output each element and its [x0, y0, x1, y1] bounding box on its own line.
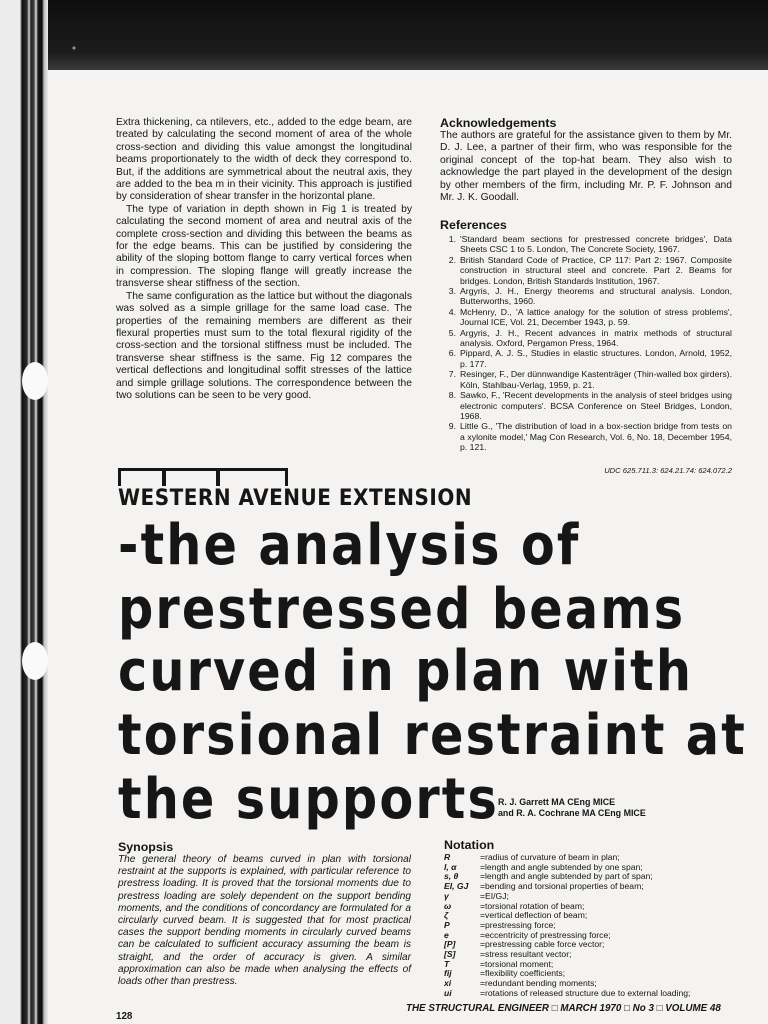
notation-row: ω =torsional rotation of beam; — [444, 900, 585, 911]
article-title-line: curved in plan with — [118, 638, 694, 705]
reference-item: 5. Argyris, J. H., Recent advances in matrix methods of structural analysis. Oxford, Pergamon Press, 1964. — [448, 327, 732, 349]
notation-table — [444, 853, 690, 999]
synopsis-section — [118, 840, 411, 988]
notation-row: ui =rotations of released structure due to external loading; — [444, 987, 691, 998]
authors — [498, 797, 646, 818]
references-section — [440, 218, 732, 453]
left-body-text — [116, 117, 412, 402]
reference-item: 2. British Standard Code of Practice, CP 117: Part 2: 1967. Composite construction in structural steel and concrete. Part 2. Beams for bridges. London, British Standards Institution, 1967. — [448, 254, 732, 286]
page-number: 128 — [116, 1011, 133, 1022]
acknowledgements-text: The authors are grateful for the assistance given to them by Mr. D. J. Lee, a partner of their firm, who was responsible for the original concept of the top-hat beam. They also wish to acknowledge the part played in the development of the design by other members of the firm, including Mr. P. F. Johnson and Mr. J. K. Goodall. — [440, 130, 732, 204]
acknowledgements-section — [440, 116, 732, 204]
notation-row: xi =redundant bending moments; — [444, 978, 597, 989]
reference-item: 7. Resinger, F., Der dünnwandige Kastenträger (Thin-walled box girders). Köln, Stahlbau-Verlag, 1959, p. 21. — [448, 369, 732, 390]
notation-row: l, α =length and angle subtended by one span; — [444, 861, 643, 872]
references-list — [440, 234, 732, 453]
udc-code: UDC 625.711.3: 624.21.74: 624.072.2 — [604, 466, 732, 475]
notation-row: T =torsional moment; — [444, 958, 554, 969]
notation-row: [S] =stress resultant vector; — [444, 949, 572, 960]
synopsis-text: The general theory of beams curved in plan with torsional restraint at the supports is explained, with particular reference to prestress loading. It is proved that the torsional moments due to prestress loading are solely dependent on the support bending moments, and the conditions of concordancy are formulated for a circularly curved beam. It is suggested that for most practical cases the support bending moments in circularly curved beams can be calculated to sufficient accuracy assuming the beam is straight, and the order of accuracy is given. A similar approximation can also be made when analysing the effects of loads other than prestress. — [118, 854, 411, 988]
reference-item: 8. Sawko, F., 'Recent developments in the analysis of steel bridges using electronic computers'. BCSA Conference on Steel Bridges, London, 1968. — [448, 390, 732, 421]
article-title-line: torsional restraint at — [118, 702, 747, 769]
body-paragraph: Extra thickening, ca ntilevers, etc., added to the edge beam, are treated by calculating the second moment of area of the whole cross-section and dividing this value amongst the longitudinal beams proportionately to the width of deck they correspond to. But, if the additions are symmetrical about the neutral axis, they are added to the bea m in their vicinity. This approach is justified by consideration of shear transfer in the horizontal plane. — [116, 117, 412, 203]
punch-hole — [22, 362, 48, 400]
punch-hole — [22, 642, 48, 680]
reference-item: 6. Pippard, A. J. S., Studies in elastic structures. London, Arnold, 1952, p. 177. — [448, 348, 732, 369]
reference-item: 1. 'Standard beam sections for prestressed concrete bridges', Data Sheets CSC 1 to 5. London, The Concrete Society, 1967. — [448, 234, 732, 255]
notation-row: e =eccentricity of prestressing force; — [444, 929, 611, 940]
notation-row: P =prestressing force; — [444, 919, 556, 930]
scan-top-band — [0, 0, 768, 70]
article-title-line: the supports — [118, 766, 499, 833]
body-paragraph: The same configuration as the lattice but without the diagonals was solved as a simple grillage for the same load case. The properties of the remaining members are different as their flexural properties must sum to the total flexural rigidity of the cross-section and the torsional stiffness must be included. The transverse shear stiffness is the same. Fig 12 compares the vertical deflections and longitudinal soffit stresses of the lattice and simple grillage solutions. The correspondence between the two solutions can be seen to be very good. — [116, 290, 412, 401]
article-title-line: -the analysis of — [118, 512, 581, 579]
notation-row: γ =EI/GJ; — [444, 890, 509, 901]
acknowledgements-heading: Acknowledgements — [440, 116, 557, 130]
notation-row: s, θ =length and angle subtended by part of span; — [444, 871, 653, 882]
synopsis-heading: Synopsis — [118, 840, 174, 854]
binding-edge — [0, 0, 48, 1024]
author-line: R. J. Garrett MA CEng MICE — [498, 797, 616, 807]
notation-row: ζ =vertical deflection of beam; — [444, 910, 588, 921]
body-paragraph: The type of variation in depth shown in Fig 1 is treated by calculating the second moment of area and neutral axis of the complete cross-section and dividing this between the beams as for the edge beams. This can be justified by considering the ability of the sloping bottom flange to carry vertical forces when in compression. The sloping flange will greatly increase the transverse shear stiffness of the section. — [116, 203, 412, 290]
notation-section — [444, 838, 744, 999]
journal-line: THE STRUCTURAL ENGINEER □ MARCH 1970 □ No 3 □ VOLUME 48 — [406, 1003, 721, 1014]
references-heading: References — [440, 218, 507, 232]
reference-item: 3. Argyris, J. H., Energy theorems and structural analysis. London, Butterworths, 1960. — [448, 286, 732, 307]
author-line: and R. A. Cochrane MA CEng MICE — [498, 807, 646, 818]
reference-item: 9. Little G., 'The distribution of load in a box-section bridge from tests on a xylonite model,' Mag Con Research, Vol. 6, No. 18, December 1954, p. 121. — [448, 421, 732, 453]
reference-item: 4. McHenry, D., 'A lattice analogy for the solution of stress problems', Journal ICE, Vol. 21, December 1943, p. 59. — [448, 306, 732, 328]
notation-row: R =radius of curvature of beam in plan; — [444, 852, 620, 862]
notation-row: EI, GJ =bending and torsional properties of beam; — [444, 881, 644, 892]
notation-row: [P] =prestressing cable force vector; — [444, 939, 605, 950]
series-title: WESTERN AVENUE EXTENSION — [118, 484, 473, 511]
article-title-line: prestressed beams — [118, 576, 686, 643]
notation-row: fij =flexibility coefficients; — [444, 968, 566, 979]
notation-heading: Notation — [444, 838, 495, 852]
